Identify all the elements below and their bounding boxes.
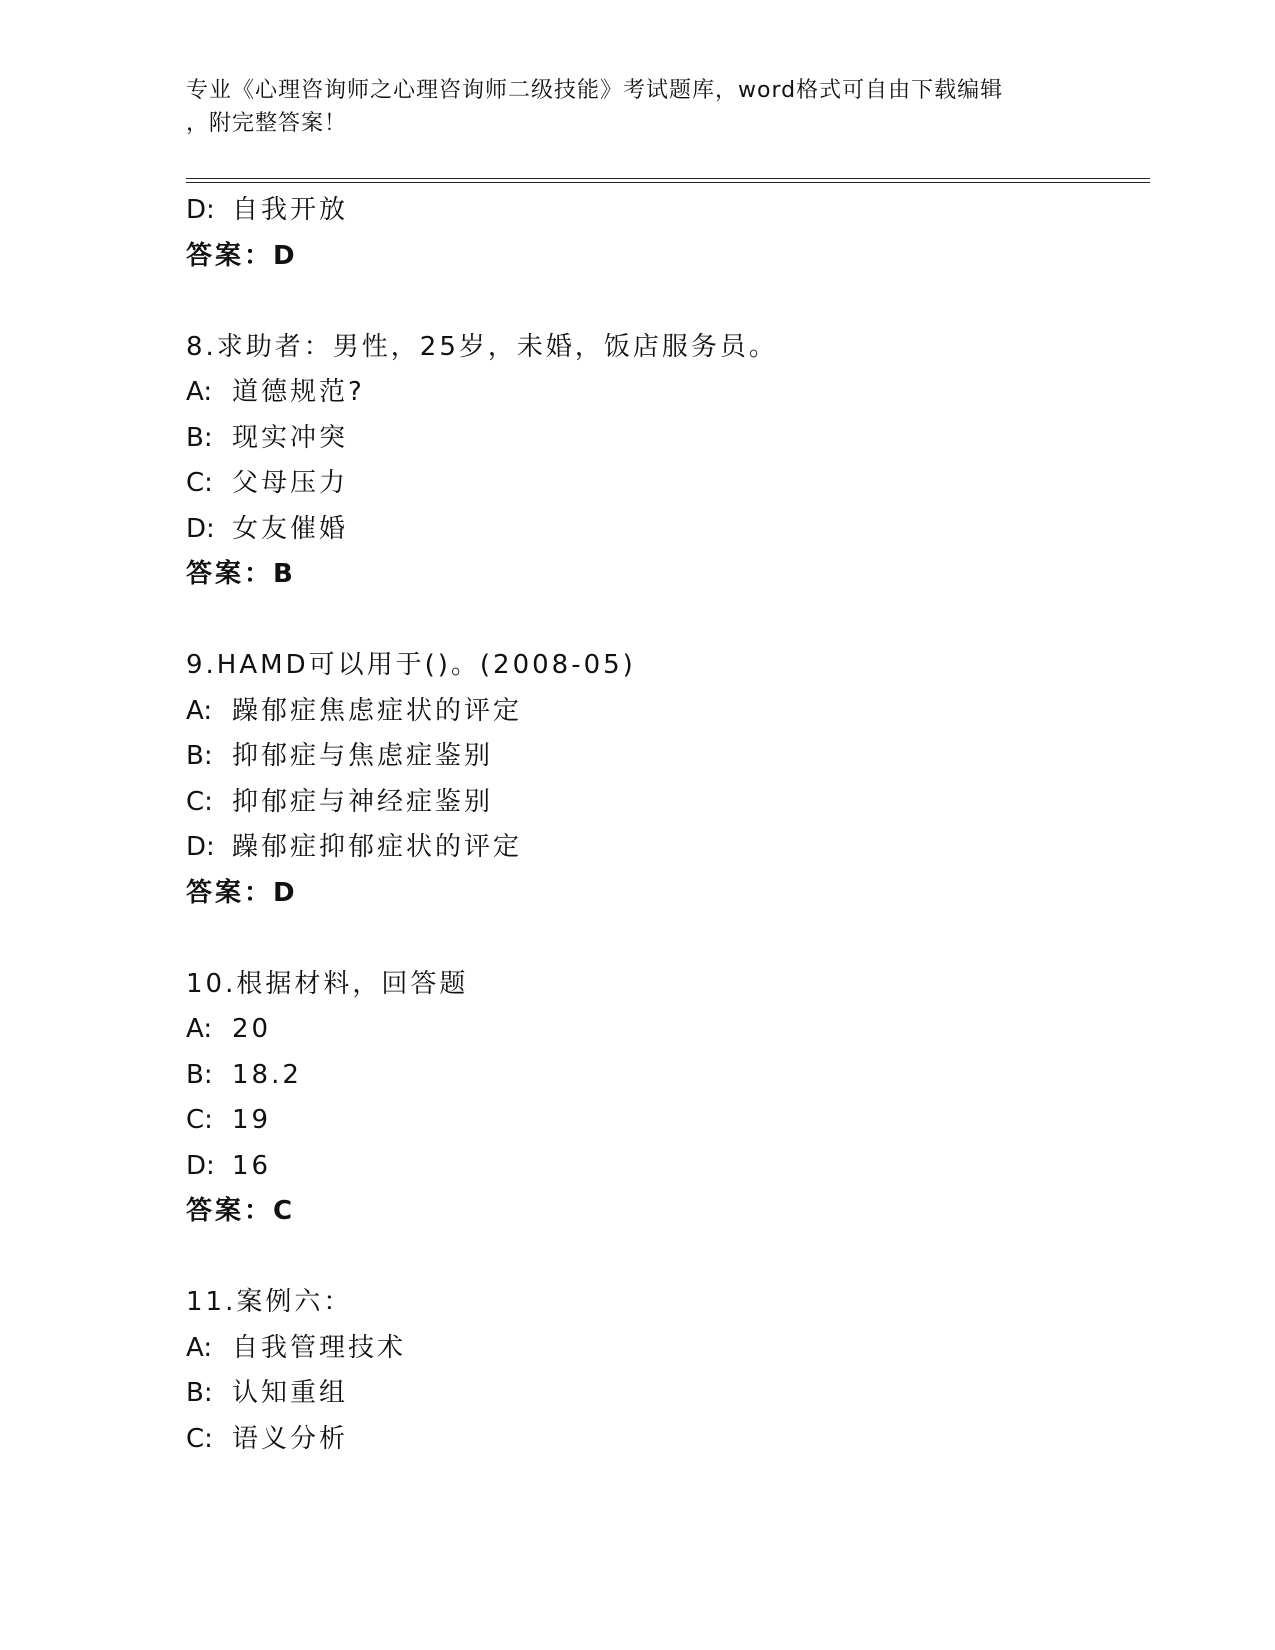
option-a [186,370,1086,416]
option-a [186,1326,1086,1372]
option-text: 自我开放 [232,195,349,225]
option-text: 语义分析 [232,1423,349,1454]
option-text: 19 [232,1105,272,1135]
spacer [186,279,1086,325]
option-b [186,416,1086,462]
option-a [186,1007,1086,1053]
spacer [186,916,1086,962]
option-text: 女友催婚 [232,513,349,544]
option-c [186,780,1086,826]
spacer [186,598,1086,644]
header-divider-bottom [186,182,1150,183]
option-letter: C: [186,1105,213,1135]
option-letter: C: [186,1423,213,1454]
option-b [186,1371,1086,1417]
answer-line [186,1189,1086,1235]
answer-label: 答案： [186,240,274,271]
option-letter: B: [186,741,213,771]
option-letter: D: [186,1150,215,1181]
option-letter: C: [186,468,213,498]
option-text: 抑郁症与神经症鉴别 [232,786,494,817]
option-letter: A: [186,377,213,407]
question-content [186,188,1086,1462]
answer-value: D [273,240,295,271]
option-letter: D: [186,195,215,225]
header-divider-top [186,178,1150,179]
option-d [186,1144,1086,1190]
option-letter: B: [186,1378,213,1408]
answer-value: B [273,559,293,589]
option-text: 20 [232,1014,272,1044]
question-stem: 10.根据材料，回答题 [186,968,469,999]
option-text: 道德规范? [232,377,365,407]
answer-line [186,552,1086,598]
option-text: 父母压力 [232,468,349,498]
option-text: 躁郁症抑郁症状的评定 [232,832,523,862]
option-letter: C: [186,786,213,817]
option-text: 18.2 [232,1059,302,1090]
answer-line [186,871,1086,917]
document-header [186,74,1086,140]
option-text: 16 [232,1150,272,1181]
option-letter: B: [186,422,213,453]
option-letter: D: [186,513,215,544]
header-title-line-1: 专业《心理咨询师之心理咨询师二级技能》考试题库，word格式可自由下载编辑 [186,78,1004,103]
option-d [186,825,1086,871]
option-d [186,507,1086,553]
option-text: 自我管理技术 [232,1332,407,1363]
option-letter: A: [186,1014,213,1044]
option-c [186,1098,1086,1144]
option-b [186,1053,1086,1099]
option-text: 现实冲突 [232,422,349,453]
answer-line [186,234,1086,280]
spacer [186,1235,1086,1281]
header-title-line-2: ，附完整答案！ [186,111,348,136]
option-letter: D: [186,832,215,862]
option-letter: A: [186,1332,213,1363]
option-c [186,461,1086,507]
option-text: 认知重组 [232,1378,349,1408]
answer-label: 答案： [186,559,274,589]
question-stem: 9.HAMD可以用于()。(2008-05) [186,650,636,680]
answer-label: 答案： [186,877,274,908]
answer-value: D [273,877,295,908]
option-letter: B: [186,1059,213,1090]
option-d [186,188,1086,234]
option-text: 躁郁症焦虑症状的评定 [232,695,523,726]
option-text: 抑郁症与焦虑症鉴别 [232,741,494,771]
answer-label: 答案： [186,1196,274,1226]
option-c [186,1417,1086,1463]
question-stem: 11.案例六： [186,1287,353,1317]
option-letter: A: [186,695,213,726]
question-stem: 8.求助者：男性，25岁，未婚，饭店服务员。 [186,331,778,362]
option-a [186,689,1086,735]
option-b [186,734,1086,780]
answer-value: C [273,1196,293,1226]
